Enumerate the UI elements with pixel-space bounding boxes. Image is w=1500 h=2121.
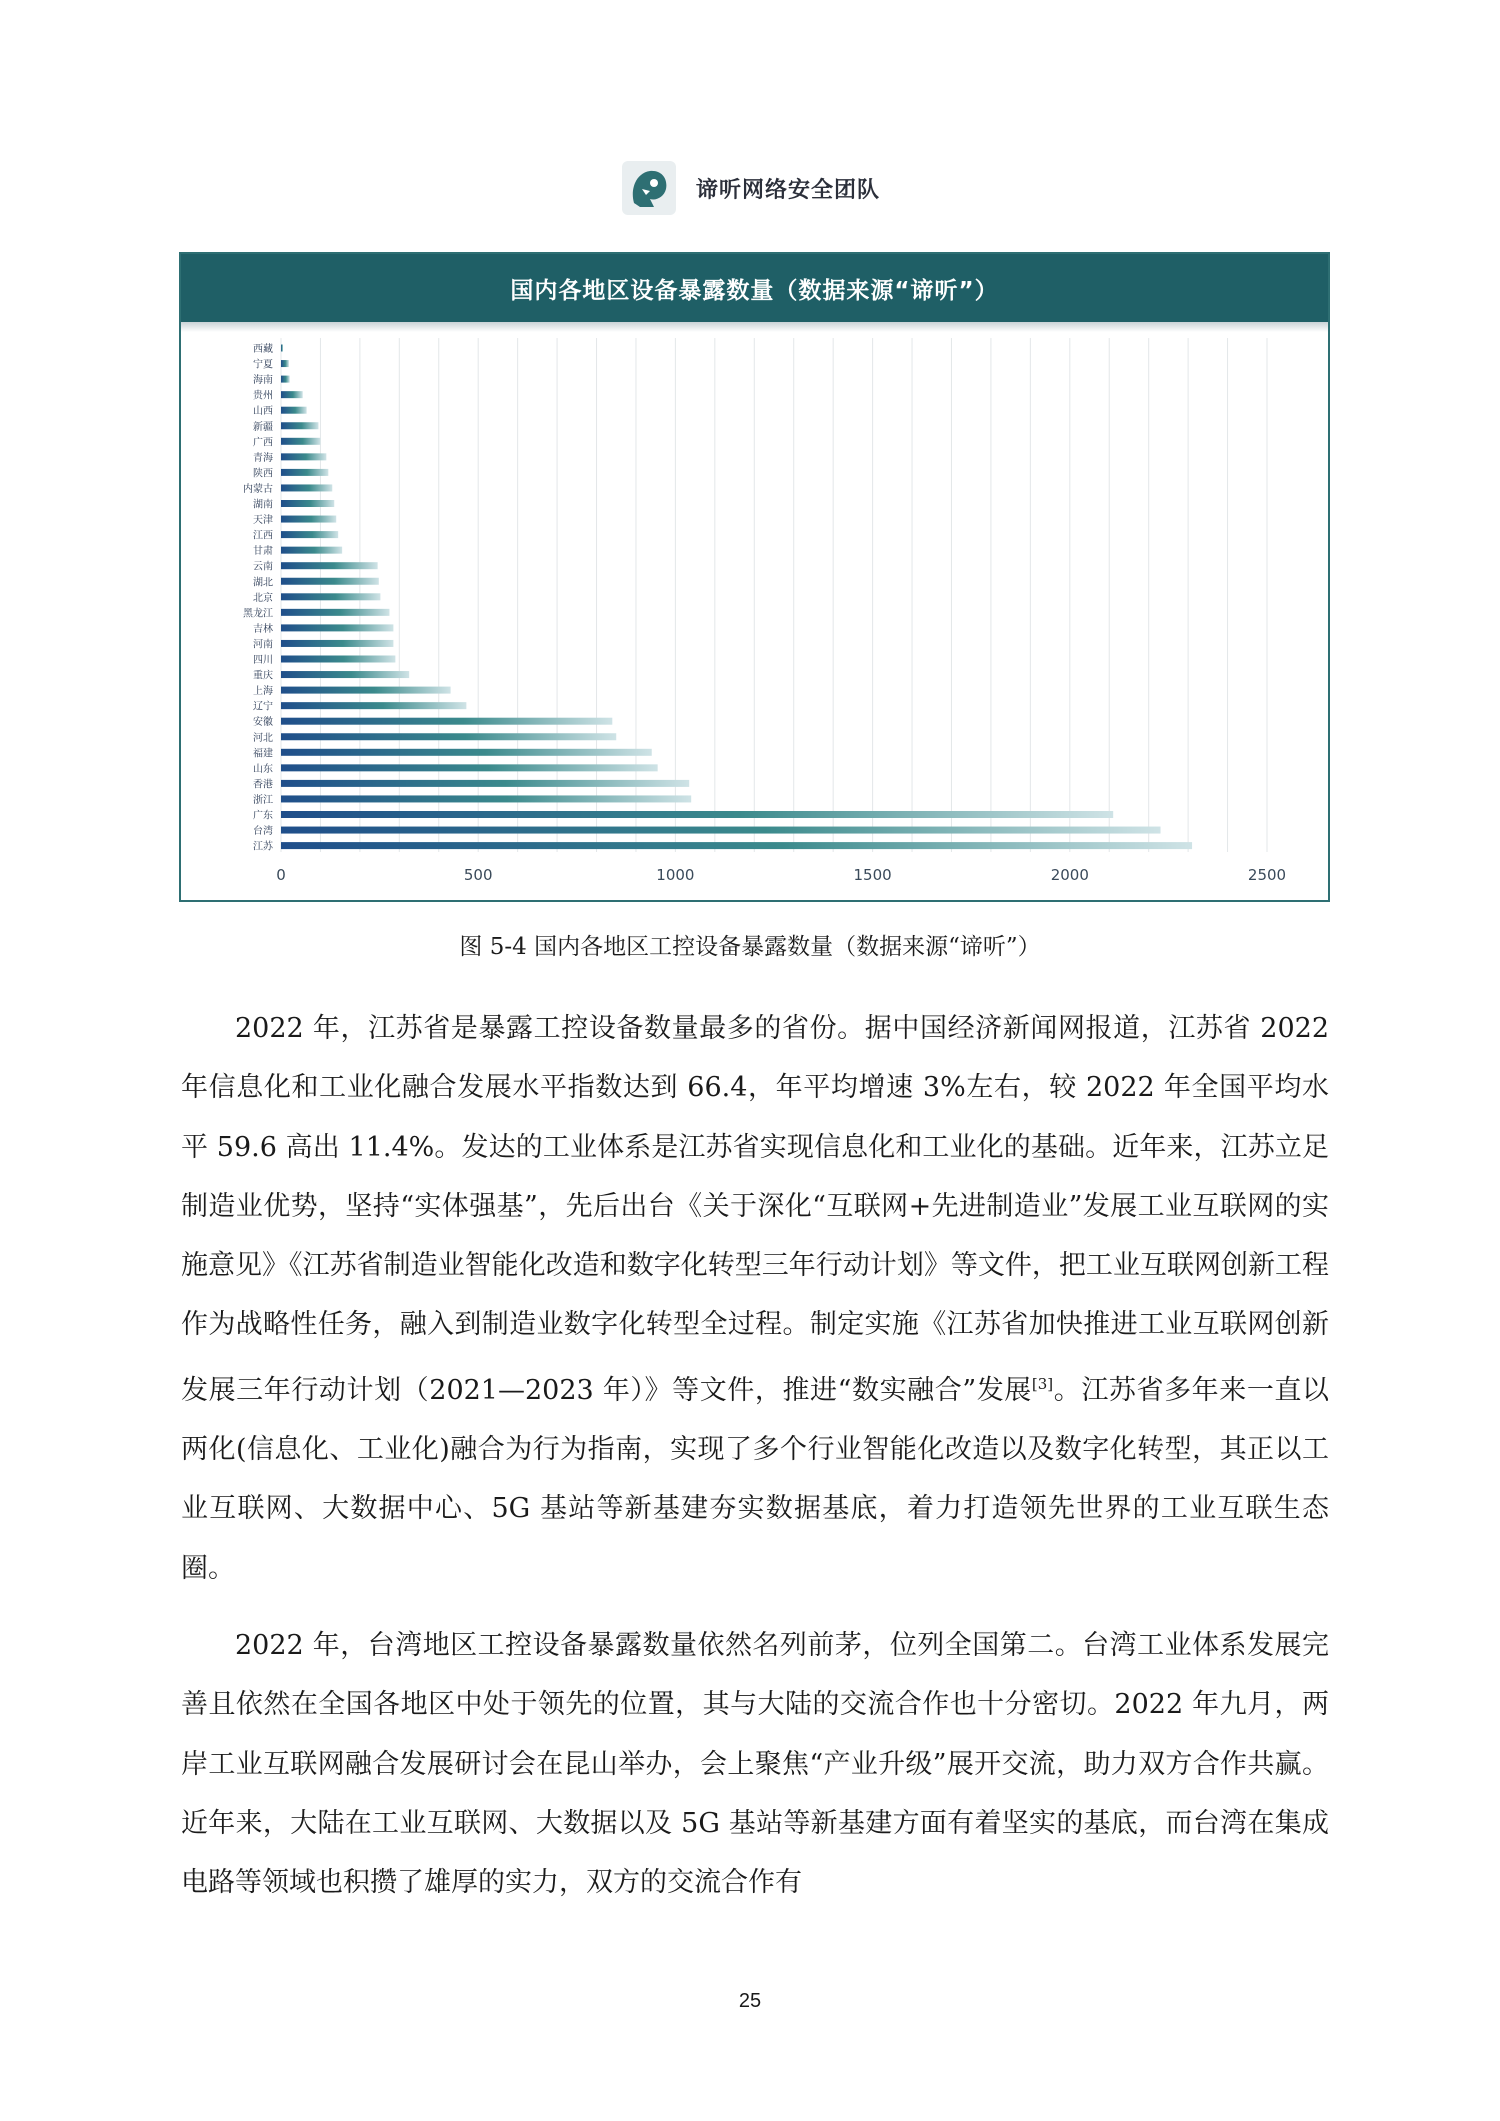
paragraph-1-text: 2022 年，江苏省是暴露工控设备数量最多的省份。据中国经济新闻网报道，江苏省 2022 年信息化和工业化融合发展水平指数达到 66.4，年平均增速 3%左右，较 2022 年全国平均水平 59.6 高出 11.4%。发达的工业体系是江苏省实现信息化和工业化的基础。近年来，江苏立足制造业优势，坚持“实体强基”，先后出台《关于深化“互联网+先进制造业”发展工业互联网的实施意见》《江苏省制造业智能化改造和数字化转型三年行动计划》等文件，把工业互联网创新工程作为战略性任务，融入到制造业数字化转型全过程。制定实施《江苏省加快推进工业互联网创新发展三年行动计划（2021—2023 年）》等文件，推进“数实融合”发展	[181, 1013, 1329, 1406]
category-label: 山东	[253, 763, 273, 775]
bar	[281, 624, 393, 631]
bar	[281, 453, 326, 460]
x-tick-label: 2000	[1050, 866, 1089, 884]
category-label: 青海	[253, 452, 273, 464]
bar	[281, 640, 393, 647]
bar	[281, 687, 451, 694]
bar	[281, 811, 1113, 818]
category-label: 西藏	[253, 344, 273, 355]
chart-title-banner: 国内各地区设备暴露数量（数据来源“谛听”）	[181, 254, 1328, 322]
category-label: 云南	[253, 561, 273, 573]
category-label: 河南	[253, 639, 273, 651]
bar	[281, 469, 328, 476]
bar	[281, 842, 1192, 849]
x-tick-label: 2500	[1247, 866, 1287, 884]
bar-chart	[181, 322, 1328, 900]
bar	[281, 609, 389, 616]
bar	[281, 718, 612, 725]
category-label: 吉林	[253, 623, 273, 635]
x-tick-label: 1000	[656, 866, 695, 884]
bar	[281, 795, 691, 802]
page-header	[0, 158, 1500, 218]
bar	[281, 562, 378, 569]
paragraph-1-tail: 。江苏省多年来一直以两化(信息化、工业化)融合为行为指南，实现了多个行业智能化改造以及数字化转型，其正以工业互联网、大数据中心、5G 基站等新基建夯实数据基底，着力打造领先世界的工业互联生态圈。	[181, 1374, 1330, 1584]
category-label: 宁夏	[253, 359, 273, 371]
category-label: 海南	[253, 375, 273, 387]
category-label: 甘肃	[253, 546, 273, 558]
team-logo-icon	[620, 159, 678, 217]
category-label: 江苏	[253, 841, 273, 853]
x-tick-label: 500	[463, 866, 493, 884]
bar	[281, 360, 289, 367]
category-label: 台湾	[253, 826, 273, 838]
bar	[281, 407, 307, 414]
bar	[281, 702, 466, 709]
category-label: 天津	[253, 515, 273, 527]
bar	[281, 531, 338, 538]
bar	[281, 749, 652, 756]
chart-category-labels	[243, 342, 274, 853]
chart-figure	[179, 252, 1330, 902]
reference-mark: [3]	[1031, 1374, 1054, 1393]
body-paragraph-2: 2022 年，台湾地区工控设备暴露数量依然名列前茅，位列全国第二。台湾工业体系发展完善且依然在全国各地区中处于领先的位置，其与大陆的交流合作也十分密切。2022 年九月，两岸工业互联网融合发展研讨会在昆山举办，会上聚焦“产业升级”展开交流，助力双方合作共赢。近年来，大陆在工业互联网、大数据以及 5G 基站等新基建方面有着坚实的基底，而台湾在集成电路等领域也积攒了雄厚的实力，双方的交流合作有	[181, 1630, 1329, 1899]
bar	[281, 376, 290, 383]
bar	[281, 780, 689, 787]
bar	[281, 593, 380, 600]
chart-gridlines	[281, 338, 1267, 852]
page-number: 25	[738, 1990, 762, 2012]
bar	[281, 547, 342, 554]
category-label: 贵州	[253, 390, 273, 402]
team-name: 谛听网络安全团队	[695, 177, 880, 203]
bar	[281, 422, 318, 429]
category-label: 新疆	[253, 421, 273, 433]
x-tick-label: 1500	[853, 866, 892, 884]
category-label: 辽宁	[253, 701, 273, 713]
x-tick-label: 0	[276, 866, 286, 884]
category-label: 重庆	[253, 670, 273, 682]
bar	[281, 656, 395, 663]
body-paragraph-1	[181, 999, 1329, 1598]
category-label: 上海	[253, 686, 273, 698]
bar	[281, 671, 409, 678]
bar	[281, 516, 336, 523]
chart-x-tick-labels	[276, 866, 1286, 884]
bar	[281, 578, 379, 585]
bar	[281, 438, 320, 445]
category-label: 湖南	[253, 499, 273, 511]
category-label: 广西	[253, 437, 273, 449]
bar	[281, 391, 303, 398]
category-label: 河北	[253, 732, 273, 744]
category-label: 福建	[253, 748, 273, 760]
category-label: 黑龙江	[243, 608, 273, 620]
category-label: 四川	[253, 655, 273, 666]
category-label: 山西	[253, 406, 273, 418]
bar	[281, 764, 658, 771]
category-label: 安徽	[253, 717, 273, 729]
chart-bars	[281, 345, 1192, 850]
bar	[281, 827, 1161, 834]
bar	[281, 484, 332, 491]
category-label: 江西	[253, 530, 273, 542]
category-label: 香港	[253, 779, 273, 791]
bar	[281, 345, 283, 352]
category-label: 陕西	[253, 468, 273, 480]
category-label: 湖北	[253, 577, 273, 589]
category-label: 浙江	[253, 794, 273, 806]
category-label: 北京	[253, 592, 273, 604]
category-label: 内蒙古	[243, 483, 273, 495]
bar	[281, 500, 334, 507]
figure-caption: 图 5-4 国内各地区工控设备暴露数量（数据来源“谛听”）	[459, 934, 1041, 960]
category-label: 广东	[253, 810, 273, 822]
bar	[281, 733, 616, 740]
